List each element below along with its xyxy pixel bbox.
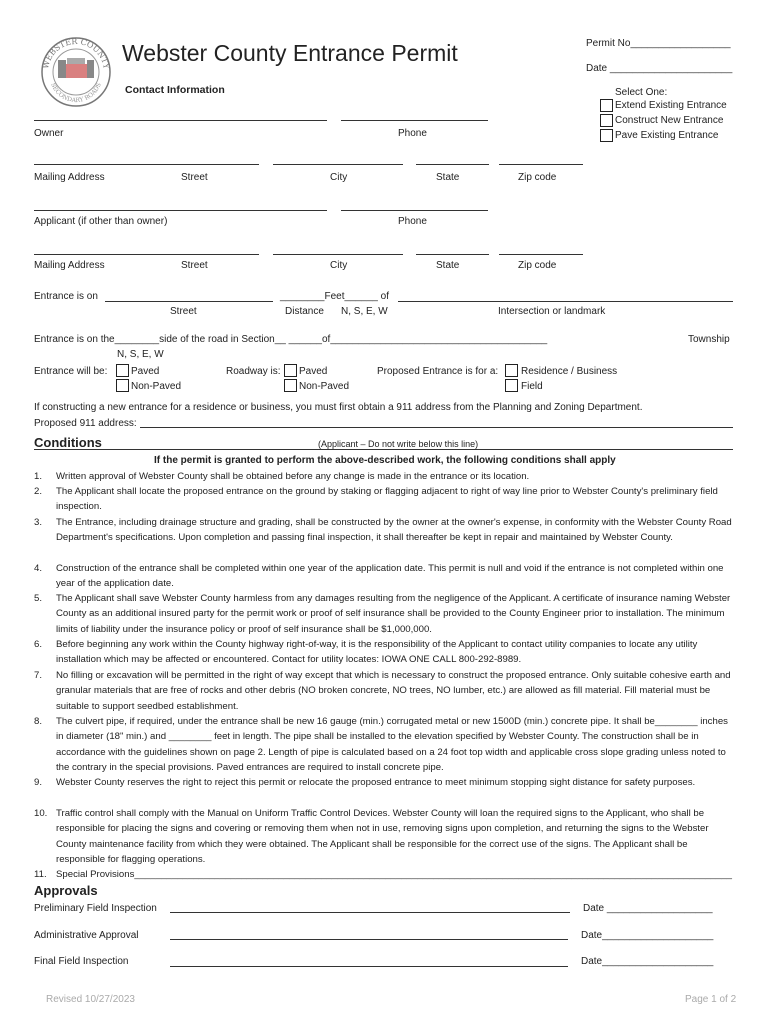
- 911-notice: If constructing a new entrance for a residence or business, you must first obtain a 911 address from the Planning and Zoning Department.: [34, 402, 643, 413]
- residence-checkbox[interactable]: [505, 364, 518, 377]
- applicant-phone-label: Phone: [398, 216, 427, 227]
- residence-label: Residence / Business: [521, 366, 618, 377]
- preliminary-signature-line[interactable]: [170, 912, 570, 913]
- applicant-mailing-input-line[interactable]: [34, 254, 259, 255]
- applicant-zip-input-line[interactable]: [499, 254, 583, 255]
- administrative-date-field[interactable]: Date____________________: [581, 930, 714, 941]
- condition-text: The Applicant shall save Webster County harmless from any damages resulting from the negligence of the Applicant. A certificate of insurance naming Webster County as an additional insured party for the permit work or proof of self insurance shall be provided to the County Engineer prior to installation. The minimum limits of liability under the insurance policy or proof of self insurance shall be $1,000,000.: [56, 593, 731, 635]
- applicant-zip-label: Zip code: [518, 260, 557, 271]
- owner-phone-input-line[interactable]: [341, 120, 488, 121]
- revised-date: Revised 10/27/2023: [46, 994, 135, 1005]
- owner-input-line[interactable]: [34, 120, 327, 121]
- condition-number: 2.: [34, 486, 43, 497]
- location-nsew-label: N, S, E, W: [341, 306, 388, 317]
- side-nsew-label: N, S, E, W: [117, 349, 164, 360]
- page-number: Page 1 of 2: [685, 994, 737, 1005]
- owner-city-input-line[interactable]: [273, 164, 403, 165]
- condition-text: Before beginning any work within the County highway right-of-way, it is the responsibility of the Applicant to contact utility companies to locate any utility installation which may be affected or encountered. Contact for utility locates: IOWA ONE CALL 800-292-8989.: [56, 639, 698, 666]
- condition-text: The Applicant shall locate the proposed entrance on the ground by staking or flagging adjacent to right of way line prior to Webster County's preliminary field inspection.: [56, 486, 718, 513]
- roadway-nonpaved-checkbox[interactable]: [284, 379, 297, 392]
- approval-label-preliminary: Preliminary Field Inspection: [34, 903, 157, 914]
- approval-label-administrative: Administrative Approval: [34, 930, 139, 941]
- applicant-label: Applicant (if other than owner): [34, 216, 168, 227]
- condition-item-special-provisions[interactable]: [34, 867, 734, 882]
- applicant-state-label: State: [436, 260, 460, 271]
- extend-existing-checkbox[interactable]: [600, 99, 613, 112]
- roadway-paved-label: Paved: [299, 366, 328, 377]
- applicant-street-label: Street: [181, 260, 208, 271]
- select-one-label: Select One:: [615, 87, 668, 98]
- entrance-will-be-label: Entrance will be:: [34, 366, 108, 377]
- owner-label: Owner: [34, 128, 64, 139]
- side-of-road-field[interactable]: Entrance is on the________side of the road in Section__ ______of_______________________________________: [34, 334, 548, 345]
- applicant-phone-input-line[interactable]: [341, 210, 488, 211]
- applicant-mailing-label: Mailing Address: [34, 260, 105, 271]
- owner-zip-input-line[interactable]: [499, 164, 583, 165]
- approvals-heading: Approvals: [34, 883, 98, 898]
- administrative-signature-line[interactable]: [170, 939, 568, 940]
- special-provisions-field[interactable]: Special Provisions________________________________________________________________________________________________________________: [56, 869, 732, 880]
- applicant-city-label: City: [330, 260, 348, 271]
- entrance-paved-label: Paved: [131, 366, 160, 377]
- condition-number: 1.: [34, 471, 43, 482]
- field-label: Field: [521, 381, 543, 392]
- owner-mailing-label: Mailing Address: [34, 172, 105, 183]
- owner-phone-label: Phone: [398, 128, 427, 139]
- conditions-intro: If the permit is granted to perform the above-described work, the following conditions shall apply: [154, 455, 616, 466]
- option-construct-label: Construct New Entrance: [615, 115, 724, 126]
- roadway-paved-checkbox[interactable]: [284, 364, 297, 377]
- condition-number: 6.: [34, 639, 43, 650]
- condition-text: Webster County reserves the right to reject this permit or relocate the proposed entrance to meet minimum stopping sight distance for safety purposes.: [56, 777, 696, 788]
- owner-mailing-input-line[interactable]: [34, 164, 259, 165]
- final-date-field[interactable]: Date____________________: [581, 956, 714, 967]
- county-seal-logo: [40, 36, 112, 108]
- final-signature-line[interactable]: [170, 966, 568, 967]
- condition-text: Written approval of Webster County shall be obtained before any change is made in the entrance or its location.: [56, 471, 530, 482]
- location-distance-label: Distance: [285, 306, 324, 317]
- proposed-911-input-line[interactable]: [140, 427, 733, 428]
- option-pave-label: Pave Existing Entrance: [615, 130, 719, 141]
- proposed-911-label: Proposed 911 address:: [34, 418, 137, 429]
- svg-text:SECONDARY ROADS: SECONDARY ROADS: [49, 81, 103, 105]
- applicant-state-input-line[interactable]: [416, 254, 489, 255]
- applicant-input-line[interactable]: [34, 210, 327, 211]
- page-title: Webster County Entrance Permit: [122, 40, 458, 66]
- proposed-for-label: Proposed Entrance is for a:: [377, 366, 499, 377]
- permit-number-field[interactable]: Permit No__________________: [586, 38, 731, 49]
- entrance-nonpaved-label: Non-Paved: [131, 381, 182, 392]
- condition-number: 8.: [34, 716, 43, 727]
- option-extend-label: Extend Existing Entrance: [615, 100, 727, 111]
- contact-info-heading: Contact Information: [125, 84, 225, 96]
- condition-text: The Entrance, including drainage structure and grading, shall be constructed by the owner at the owner's expense, in conformity with the Webster County Road Department's specifications. Upon completion and passing final inspection, it shall thereafter be kept in repair and maintained by Webster County.: [56, 517, 732, 544]
- condition-number: 7.: [34, 670, 43, 681]
- feet-of-field[interactable]: ________Feet______ of: [280, 291, 389, 302]
- roadway-is-label: Roadway is:: [226, 366, 281, 377]
- condition-number: 4.: [34, 563, 43, 574]
- construct-new-checkbox[interactable]: [600, 114, 613, 127]
- svg-text:WEBSTER COUNTY: WEBSTER COUNTY: [41, 36, 111, 70]
- pave-existing-checkbox[interactable]: [600, 129, 613, 142]
- condition-text: No filling or excavation will be permitted in the right of way except that which is necessary to construct the proposed entrance. Only suitable cohesive earth and granular materials that are free of rocks and other debris (NO broken concrete, NO trees, NO lumber, etc.) are allowed as fill material. Fill material must be suitable to support seedbed establishment.: [56, 670, 731, 712]
- condition-number: 10.: [34, 808, 48, 819]
- condition-number: 9.: [34, 777, 43, 788]
- field-checkbox[interactable]: [505, 379, 518, 392]
- owner-state-input-line[interactable]: [416, 164, 489, 165]
- condition-text: Construction of the entrance shall be completed within one year of the application date. This permit is null and void if the entrance is not completed within one year of the application date.: [56, 563, 724, 590]
- condition-number: 3.: [34, 517, 43, 528]
- entrance-nonpaved-checkbox[interactable]: [116, 379, 129, 392]
- condition-text: The culvert pipe, if required, under the entrance shall be new 16 gauge (min.) corrugated metal or new 1500D (min.) concrete pipe. It shall be________ inches in diameter (18" min.) and ________ feet in length. The pipe shall be installed to the elevation specified by Webster County. The construction shall be in accordance with the guidelines shown on page 2. Length of pipe is calculated based on a 24 foot top width and applicable cross slope grading unless noted to the contrary in the special provisions. Paved entrances are required to install concrete pipe.: [56, 716, 728, 773]
- conditions-heading: Conditions: [34, 435, 102, 450]
- permit-date-field[interactable]: Date ______________________: [586, 63, 733, 74]
- location-intersection-label: Intersection or landmark: [498, 306, 606, 317]
- township-label: Township: [688, 334, 730, 345]
- location-street-label: Street: [170, 306, 197, 317]
- condition-number: 11.: [34, 869, 47, 880]
- entrance-paved-checkbox[interactable]: [116, 364, 129, 377]
- approval-label-final: Final Field Inspection: [34, 956, 129, 967]
- intersection-input-line[interactable]: [398, 301, 733, 302]
- condition-text: Traffic control shall comply with the Manual on Uniform Traffic Control Devices. Webster County will loan the required signs to the Applicant, who shall be responsible for placing the signs and covering or removing them when not in use, removing signs upon completion, and returning the signs to the Webster County maintenance facility from which they were obtained. The Applicant shall be responsible for the correct use of the signs. The Applicant shall be responsible for flagging operations.: [56, 808, 709, 865]
- entrance-street-input-line[interactable]: [105, 301, 273, 302]
- roadway-nonpaved-label: Non-Paved: [299, 381, 350, 392]
- owner-street-label: Street: [181, 172, 208, 183]
- preliminary-date-field[interactable]: Date ___________________: [583, 903, 713, 914]
- applicant-city-input-line[interactable]: [273, 254, 403, 255]
- applicant-note: (Applicant – Do not write below this line): [318, 439, 479, 449]
- owner-state-label: State: [436, 172, 460, 183]
- entrance-on-label: Entrance is on: [34, 291, 98, 302]
- condition-number: 5.: [34, 593, 43, 604]
- owner-city-label: City: [330, 172, 348, 183]
- owner-zip-label: Zip code: [518, 172, 557, 183]
